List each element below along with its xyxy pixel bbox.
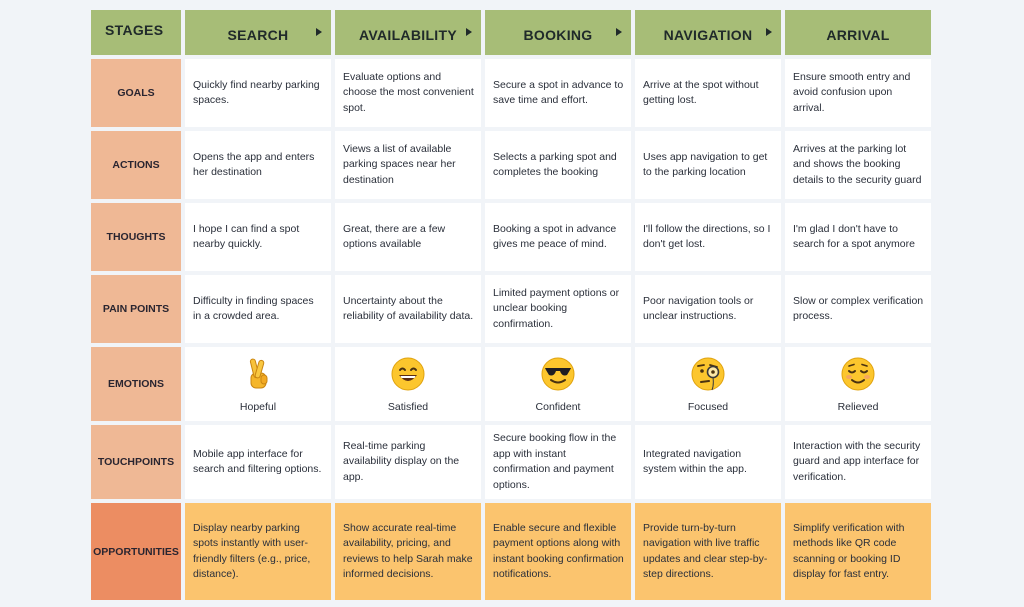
stage-label: AVAILABILITY xyxy=(359,26,457,43)
pain-points-cell: Poor navigation tools or unclear instructions. xyxy=(635,275,781,343)
row-label-pain-points: PAIN POINTS xyxy=(91,275,181,343)
goals-cell: Evaluate options and choose the most convenient spot. xyxy=(335,59,481,127)
play-arrow-icon xyxy=(766,28,772,36)
emotion-cell xyxy=(335,347,481,421)
opportunities-cell: Enable secure and flexible payment options along with instant booking confirmation notifications. xyxy=(485,503,631,600)
touchpoints-cell: Interaction with the security guard and app interface for verification. xyxy=(785,425,931,499)
touchpoints-cell: Integrated navigation system within the app. xyxy=(635,425,781,499)
monocle-face-icon xyxy=(690,356,726,392)
row-label-emotions: EMOTIONS xyxy=(91,347,181,421)
touchpoints-cell: Secure booking flow in the app with instant confirmation and payment options. xyxy=(485,425,631,499)
stages-corner-header: STAGES xyxy=(91,10,181,55)
relieved-face-icon xyxy=(840,356,876,392)
stage-header-booking[interactable] xyxy=(485,10,631,55)
row-label-opportunities: OPPORTUNITIES xyxy=(91,503,181,600)
row-label-goals: GOALS xyxy=(91,59,181,127)
emotion-cell xyxy=(785,347,931,421)
opportunities-cell: Simplify verification with methods like QR code scanning or booking ID display for fast entry. xyxy=(785,503,931,600)
crossed-fingers-icon xyxy=(240,356,276,392)
stage-header-arrival xyxy=(785,10,931,55)
pain-points-cell: Difficulty in finding spaces in a crowded area. xyxy=(185,275,331,343)
touchpoints-cell: Real-time parking availability display on the app. xyxy=(335,425,481,499)
thoughts-cell: Great, there are a few options available xyxy=(335,203,481,271)
emotion-cell xyxy=(185,347,331,421)
thoughts-cell: I hope I can find a spot nearby quickly. xyxy=(185,203,331,271)
actions-cell: Uses app navigation to get to the parking location xyxy=(635,131,781,199)
thoughts-cell: Booking a spot in advance gives me peace of mind. xyxy=(485,203,631,271)
actions-cell: Arrives at the parking lot and shows the booking details to the security guard xyxy=(785,131,931,199)
journey-map-grid xyxy=(91,10,931,600)
stage-header-search[interactable] xyxy=(185,10,331,55)
stage-header-navigation[interactable] xyxy=(635,10,781,55)
emotion-label: Confident xyxy=(535,400,581,413)
thoughts-cell: I'm glad I don't have to search for a spot anymore xyxy=(785,203,931,271)
goals-cell: Arrive at the spot without getting lost. xyxy=(635,59,781,127)
emotion-label: Hopeful xyxy=(239,400,277,413)
row-label-touchpoints: TOUCHPOINTS xyxy=(91,425,181,499)
goals-cell: Quickly find nearby parking spaces. xyxy=(185,59,331,127)
thoughts-cell: I'll follow the directions, so I don't get lost. xyxy=(635,203,781,271)
opportunities-cell: Show accurate real-time availability, pricing, and reviews to help Sarah make informed decisions. xyxy=(335,503,481,600)
opportunities-cell: Provide turn-by-turn navigation with live traffic updates and clear step-by-step directions. xyxy=(635,503,781,600)
emotion-label: Satisfied xyxy=(387,400,429,413)
touchpoints-cell: Mobile app interface for search and filtering options. xyxy=(185,425,331,499)
stage-header-availability[interactable] xyxy=(335,10,481,55)
stage-label: SEARCH xyxy=(227,26,289,43)
sunglasses-face-icon xyxy=(540,356,576,392)
goals-cell: Secure a spot in advance to save time and effort. xyxy=(485,59,631,127)
emotion-cell xyxy=(635,347,781,421)
pain-points-cell: Slow or complex verification process. xyxy=(785,275,931,343)
play-arrow-icon xyxy=(316,28,322,36)
stage-label: NAVIGATION xyxy=(663,26,753,43)
goals-cell: Ensure smooth entry and avoid confusion upon arrival. xyxy=(785,59,931,127)
emotion-label: Relieved xyxy=(837,400,879,413)
stage-label: BOOKING xyxy=(523,26,593,43)
actions-cell: Views a list of available parking spaces near her destination xyxy=(335,131,481,199)
pain-points-cell: Uncertainty about the reliability of availability data. xyxy=(335,275,481,343)
play-arrow-icon xyxy=(616,28,622,36)
emotion-cell xyxy=(485,347,631,421)
row-label-thoughts: THOUGHTS xyxy=(91,203,181,271)
play-arrow-icon xyxy=(466,28,472,36)
opportunities-cell: Display nearby parking spots instantly with user-friendly filters (e.g., price, distance). xyxy=(185,503,331,600)
actions-cell: Opens the app and enters her destination xyxy=(185,131,331,199)
stage-label: ARRIVAL xyxy=(826,26,890,43)
emotion-label: Focused xyxy=(687,400,729,413)
actions-cell: Selects a parking spot and completes the booking xyxy=(485,131,631,199)
grinning-face-icon xyxy=(390,356,426,392)
row-label-actions: ACTIONS xyxy=(91,131,181,199)
pain-points-cell: Limited payment options or unclear booking confirmation. xyxy=(485,275,631,343)
